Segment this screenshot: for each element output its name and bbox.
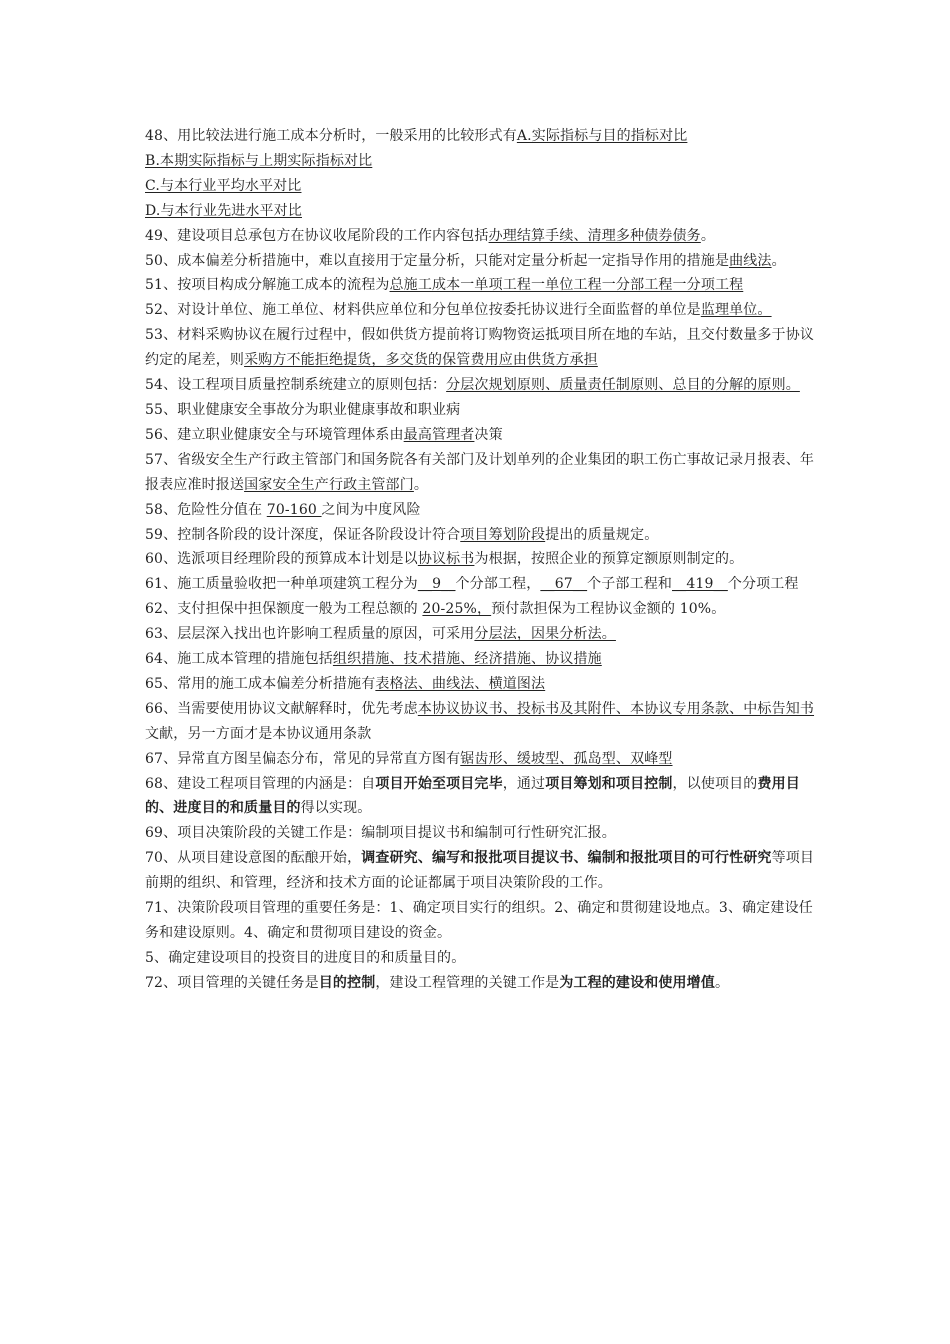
text-run: 72、项目管理的关键任务是 xyxy=(145,974,319,991)
text-run: 个分项工程 xyxy=(727,576,799,593)
text-run: 个分部工程， xyxy=(455,576,541,593)
text-run: 5、确定建设项目的投资目的进度目的和质量目的。 xyxy=(145,949,466,966)
paragraph xyxy=(145,523,816,548)
text-run: 文献，另一方面才是本协议通用条款 xyxy=(145,725,372,742)
paragraph xyxy=(145,398,816,423)
bold-text: 调查研究、编写和报批项目提议书、编制和报批项目的可行性研究 xyxy=(361,850,772,867)
paragraph xyxy=(145,498,816,523)
paragraph xyxy=(145,896,816,946)
text-run: 64、施工成本管理的措施包括 xyxy=(145,651,333,668)
text-run: 。 xyxy=(700,227,715,244)
text-run: 57、省级安全生产行政主管部门和国务院各有关部门及计划单列的企业集团的职工伤亡事故记录月报表、年报表应准时报送 xyxy=(145,451,815,493)
text-run: 69、项目决策阶段的关键工作是：编制项目提议书和编制可行性研究汇报。 xyxy=(145,825,616,842)
underlined-answer: 本协议协议书、投标书及其附件、本协议专用条款、中标告知书 xyxy=(417,700,815,717)
text-run: 58、危险性分值在 xyxy=(145,501,267,518)
bold-text: 目的控制 xyxy=(318,974,376,991)
underlined-answer: __419__ xyxy=(672,576,728,593)
text-run: 67、异常直方图呈偏态分布，常见的异常直方图有 xyxy=(145,750,461,767)
text-run: 得以实现。 xyxy=(300,800,372,817)
text-run: 提出的质量规定。 xyxy=(545,526,659,543)
underlined-answer: B.本期实际指标与上期实际指标对比 xyxy=(145,152,373,169)
underlined-answer: 监理单位。 xyxy=(700,302,772,319)
underlined-answer: 70-160 xyxy=(266,501,322,518)
text-run: 61、施工质量验收把一种单项建筑工程分为 xyxy=(145,576,418,593)
bold-text: 为工程的建设和使用增值 xyxy=(559,974,715,991)
underlined-answer: 项目筹划阶段 xyxy=(460,526,546,543)
paragraph xyxy=(145,298,816,323)
text-run: 60、选派项目经理阶段的预算成本计划是以 xyxy=(145,551,418,568)
underlined-answer: 曲线法 xyxy=(729,252,772,269)
document-body xyxy=(145,124,816,996)
underlined-answer: __67__ xyxy=(540,576,588,593)
paragraph xyxy=(145,547,816,572)
underlined-answer: 分层法，因果分析法。 xyxy=(474,626,616,643)
paragraph xyxy=(145,249,816,274)
text-run: 之间为中度风险 xyxy=(321,501,421,518)
text-run: 70、从项目建设意图的酝酿开始， xyxy=(145,850,362,867)
text-run: 。 xyxy=(413,476,429,493)
text-run: 决策 xyxy=(474,426,503,443)
underlined-answer: 总施工成本一单项工程一单位工程一分部工程一分项工程 xyxy=(389,277,744,294)
text-run: 62、支付担保中担保额度一般为工程总额的 xyxy=(145,601,423,618)
bold-text: 项目开始至项目完毕 xyxy=(375,775,503,792)
paragraph xyxy=(145,697,816,747)
paragraph xyxy=(145,747,816,772)
underlined-answer: 组织措施、技术措施、经济措施、协议措施 xyxy=(332,651,602,668)
text-run: 63、层层深入找出也许影响工程质量的原因，可采用 xyxy=(145,626,475,643)
paragraph xyxy=(145,149,816,174)
underlined-answer: D.与本行业先进水平对比 xyxy=(145,202,302,219)
underlined-answer: A.实际指标与目的指标对比 xyxy=(516,128,688,144)
text-run: 54、设工程项目质量控制系统建立的原则包括： xyxy=(145,377,447,394)
paragraph xyxy=(145,273,816,298)
paragraph xyxy=(145,373,816,398)
paragraph xyxy=(145,846,816,896)
text-run: 个子部工程和 xyxy=(587,576,673,593)
underlined-answer: __9__ xyxy=(417,576,456,593)
paragraph xyxy=(145,772,816,822)
paragraph xyxy=(145,622,816,647)
paragraph xyxy=(145,821,816,846)
text-run: 预付款担保为工程协议金额的 10%。 xyxy=(491,601,726,618)
text-run: 65、常用的施工成本偏差分析措施有 xyxy=(145,675,376,692)
paragraph xyxy=(145,448,816,498)
bold-text: 项目筹划和项目控制 xyxy=(545,775,673,792)
underlined-answer: 表格法、曲线法、横道图法 xyxy=(375,675,546,692)
paragraph xyxy=(145,323,816,373)
text-run: 52、对设计单位、施工单位、材料供应单位和分包单位按委托协议进行全面监督的单位是 xyxy=(145,302,701,319)
text-run: ，以使项目的 xyxy=(672,775,758,792)
paragraph xyxy=(145,672,816,697)
text-run: 48、用比较法进行施工成本分析时，一般采用的比较形式有 xyxy=(145,128,517,144)
text-run: 51、按项目构成分解施工成本的流程为 xyxy=(145,277,390,294)
underlined-answer: C.与本行业平均水平对比 xyxy=(145,177,302,194)
text-run: 55、职业健康安全事故分为职业健康事故和职业病 xyxy=(145,401,461,418)
paragraph xyxy=(145,946,816,971)
text-run: 56、建立职业健康安全与环境管理体系由 xyxy=(145,426,404,443)
paragraph xyxy=(145,647,816,672)
text-run: 68、建设工程项目管理的内涵是：自 xyxy=(145,775,376,792)
text-run: 66、当需要使用协议文献解释时，优先考虑 xyxy=(145,700,418,717)
paragraph xyxy=(145,224,816,249)
underlined-answer: 协议标书 xyxy=(417,551,475,568)
paragraph xyxy=(145,597,816,622)
text-run: ，通过 xyxy=(502,775,546,792)
underlined-answer: 最高管理者 xyxy=(403,426,475,443)
text-run: ，建设工程管理的关键工作是 xyxy=(375,974,560,991)
text-run: 50、成本偏差分析措施中，难以直接用于定量分析，只能对定量分析起一定指导作用的措施是 xyxy=(145,252,730,269)
text-run: 等项目前期的组织、和管理，经济和技术方面的论证都属于项目决策阶段的工作。 xyxy=(145,850,815,892)
underlined-answer: 分层次规划原则、质量责任制原则、总目的分解的原则。 xyxy=(446,377,800,394)
underlined-answer: 国家安全生产行政主管部门 xyxy=(244,476,414,493)
text-run: 。 xyxy=(714,974,730,991)
text-run: 。 xyxy=(771,252,786,269)
underlined-answer: 采购方不能拒绝提货，多交货的保管费用应由供货方承担 xyxy=(244,352,598,369)
paragraph xyxy=(145,174,816,199)
bold-text: 费用目的、进度目的和质量目的 xyxy=(145,775,800,817)
paragraph xyxy=(145,423,816,448)
paragraph xyxy=(145,572,816,597)
paragraph xyxy=(145,971,816,996)
text-run: 59、控制各阶段的设计深度，保证各阶段设计符合 xyxy=(145,526,461,543)
text-run: 49、建设项目总承包方在协议收尾阶段的工作内容包括 xyxy=(145,227,489,244)
underlined-answer: 锯齿形、缓坡型、孤岛型、双峰型 xyxy=(460,750,673,767)
underlined-answer: 20-25%， xyxy=(422,601,492,618)
text-run: 71、决策阶段项目管理的重要任务是：1、确定项目实行的组织。2、确定和贯彻建设地点。3、确定建设任务和建设原则。4、确定和贯彻项目建设的资金。 xyxy=(145,900,813,941)
text-run: 为根据，按照企业的预算定额原则制定的。 xyxy=(474,551,744,568)
underlined-answer: 办理结算手续、清理多种债券债务 xyxy=(488,227,701,244)
text-run: 53、材料采购协议在履行过程中，假如供货方提前将订购物资运抵项目所在地的车站，且交付数量多于协议约定的尾差，则 xyxy=(145,327,815,369)
paragraph xyxy=(145,199,816,224)
paragraph xyxy=(145,124,816,149)
